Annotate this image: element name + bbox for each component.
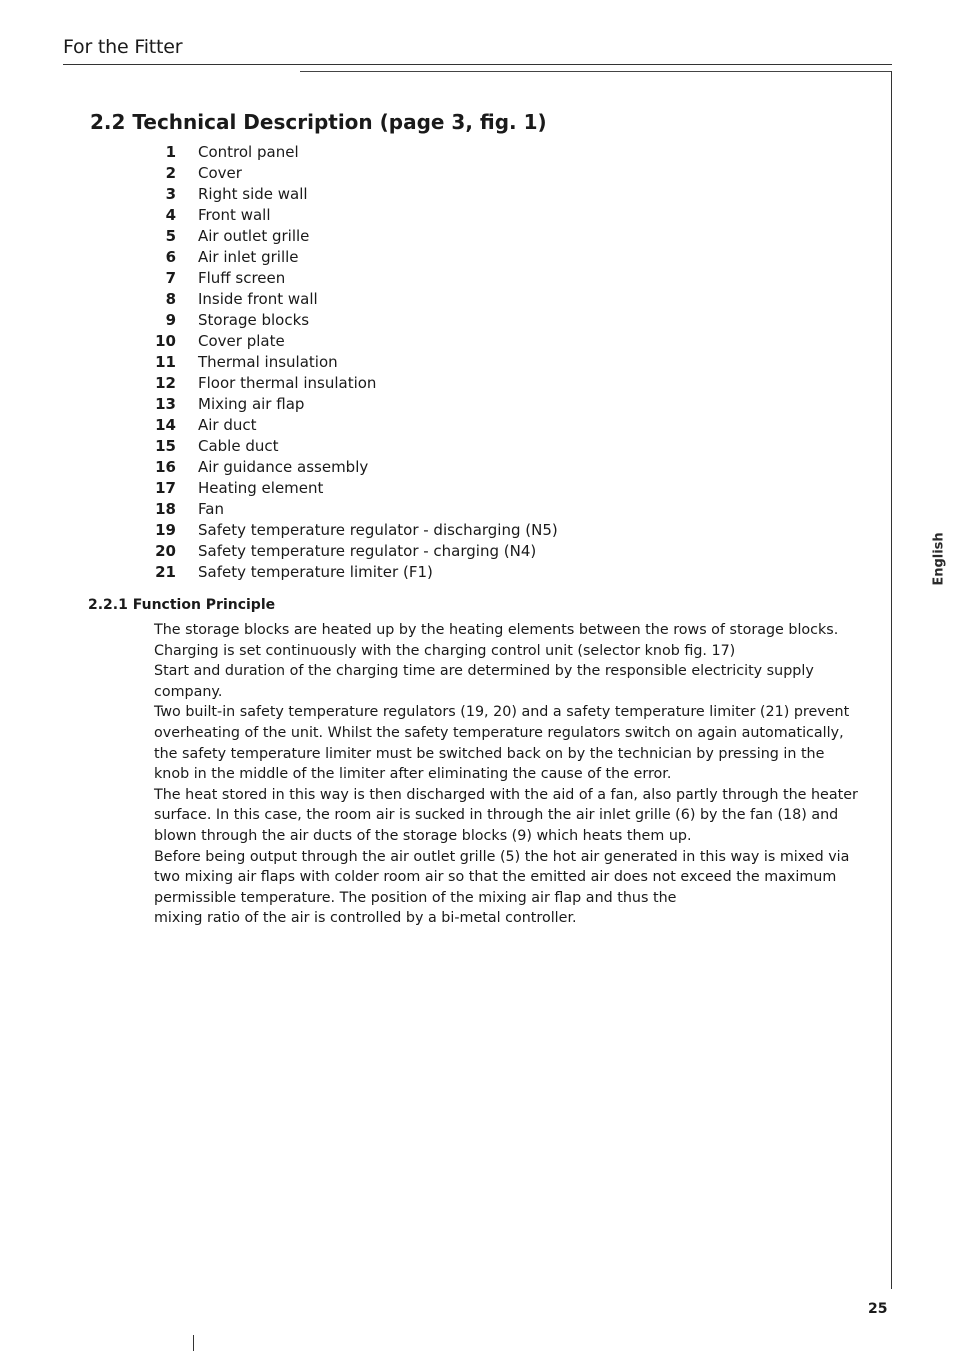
section-title: 2.2 Technical Description (page 3, fig. 1) [90, 110, 547, 134]
list-item [150, 331, 558, 352]
part-label: Fluff screen [198, 269, 286, 287]
list-item [150, 310, 558, 331]
part-label: Cover plate [198, 332, 285, 350]
part-label: Storage blocks [198, 311, 310, 329]
list-item [150, 268, 558, 289]
part-label: Safety temperature regulator - discharging (N5) [198, 521, 558, 539]
list-item [150, 436, 558, 457]
list-item [150, 499, 558, 520]
part-number: 16 [155, 458, 176, 476]
list-item [150, 352, 558, 373]
part-number: 1 [165, 143, 176, 161]
list-item [150, 247, 558, 268]
list-item [150, 163, 558, 184]
subsection-title: 2.2.1 Function Principle [88, 597, 276, 613]
list-item [150, 373, 558, 394]
part-label: Safety temperature regulator - charging (N4) [198, 542, 537, 560]
part-label: Air duct [198, 416, 257, 434]
part-number: 2 [165, 164, 176, 182]
part-number: 13 [155, 395, 176, 413]
part-number: 5 [165, 227, 176, 245]
list-item [150, 457, 558, 478]
part-number: 20 [155, 542, 176, 560]
part-label: Air inlet grille [198, 248, 299, 266]
part-number: 19 [155, 521, 176, 539]
header-title: For the Fitter [63, 36, 183, 58]
header-rule [63, 64, 892, 65]
list-item [150, 142, 558, 163]
part-label: Heating element [198, 479, 324, 497]
part-number: 4 [165, 206, 176, 224]
part-label: Air outlet grille [198, 227, 310, 245]
list-item [150, 520, 558, 541]
part-number: 12 [155, 374, 176, 392]
page-number: 25 [868, 1301, 888, 1317]
part-label: Inside front wall [198, 290, 318, 308]
part-number: 18 [155, 500, 176, 518]
paragraph: Before being output through the air outlet grille (5) the hot air generated in this way is mixed via two mixing air flaps with colder room air so that the emitted air does not exceed the maximum permissible temperature. The position of the mixing air flap and thus the [154, 848, 850, 906]
parts-list [150, 142, 558, 583]
language-label: English [931, 532, 947, 586]
paragraph: Two built-in safety temperature regulators (19, 20) and a safety temperature limiter (21) prevent overheating of the unit. Whilst the safety temperature regulators switch on again automatically, the safety temperature limiter must be switched back on by the technician by pressing in the knob in the middle of the limiter after eliminating the cause of the error. [154, 704, 850, 783]
list-item [150, 541, 558, 562]
part-number: 10 [155, 332, 176, 350]
list-item [150, 184, 558, 205]
paragraph: The storage blocks are heated up by the heating elements between the rows of storage blocks. [154, 622, 839, 638]
paragraph: The heat stored in this way is then discharged with the aid of a fan, also partly through the heater surface. In this case, the room air is sucked in through the air inlet grille (6) by the fan (18) and blown through the air ducts of the storage blocks (9) which heats them up. [154, 786, 858, 844]
part-number: 8 [165, 290, 176, 308]
part-number: 3 [165, 185, 176, 203]
frame-top-rule [300, 71, 892, 72]
language-side-tab [926, 520, 952, 598]
margin-mark [193, 1335, 194, 1351]
part-label: Front wall [198, 206, 271, 224]
paragraph: Start and duration of the charging time are determined by the responsible electricity supply company. [154, 663, 814, 700]
part-label: Control panel [198, 143, 299, 161]
part-label: Thermal insulation [198, 353, 338, 371]
part-label: Right side wall [198, 185, 308, 203]
part-number: 6 [165, 248, 176, 266]
part-label: Safety temperature limiter (F1) [198, 563, 433, 581]
list-item [150, 226, 558, 247]
part-number: 11 [155, 353, 176, 371]
frame-right-rule [891, 71, 892, 1289]
paragraph: Charging is set continuously with the charging control unit (selector knob fig. 17) [154, 642, 736, 659]
list-item [150, 205, 558, 226]
list-item [150, 394, 558, 415]
part-number: 21 [155, 563, 176, 581]
part-label: Cable duct [198, 437, 279, 455]
function-principle-text [154, 620, 860, 929]
list-item [150, 415, 558, 436]
part-label: Cover [198, 164, 242, 182]
part-number: 9 [165, 311, 176, 329]
list-item [150, 289, 558, 310]
part-number: 14 [155, 416, 176, 434]
list-item [150, 562, 558, 583]
paragraph: mixing ratio of the air is controlled by a bi-metal controller. [154, 910, 577, 927]
part-label: Floor thermal insulation [198, 374, 377, 392]
part-number: 15 [155, 437, 176, 455]
part-number: 7 [165, 269, 176, 287]
part-label: Air guidance assembly [198, 458, 369, 476]
part-label: Mixing air flap [198, 395, 305, 413]
list-item [150, 478, 558, 499]
part-label: Fan [198, 500, 224, 518]
part-number: 17 [155, 479, 176, 497]
